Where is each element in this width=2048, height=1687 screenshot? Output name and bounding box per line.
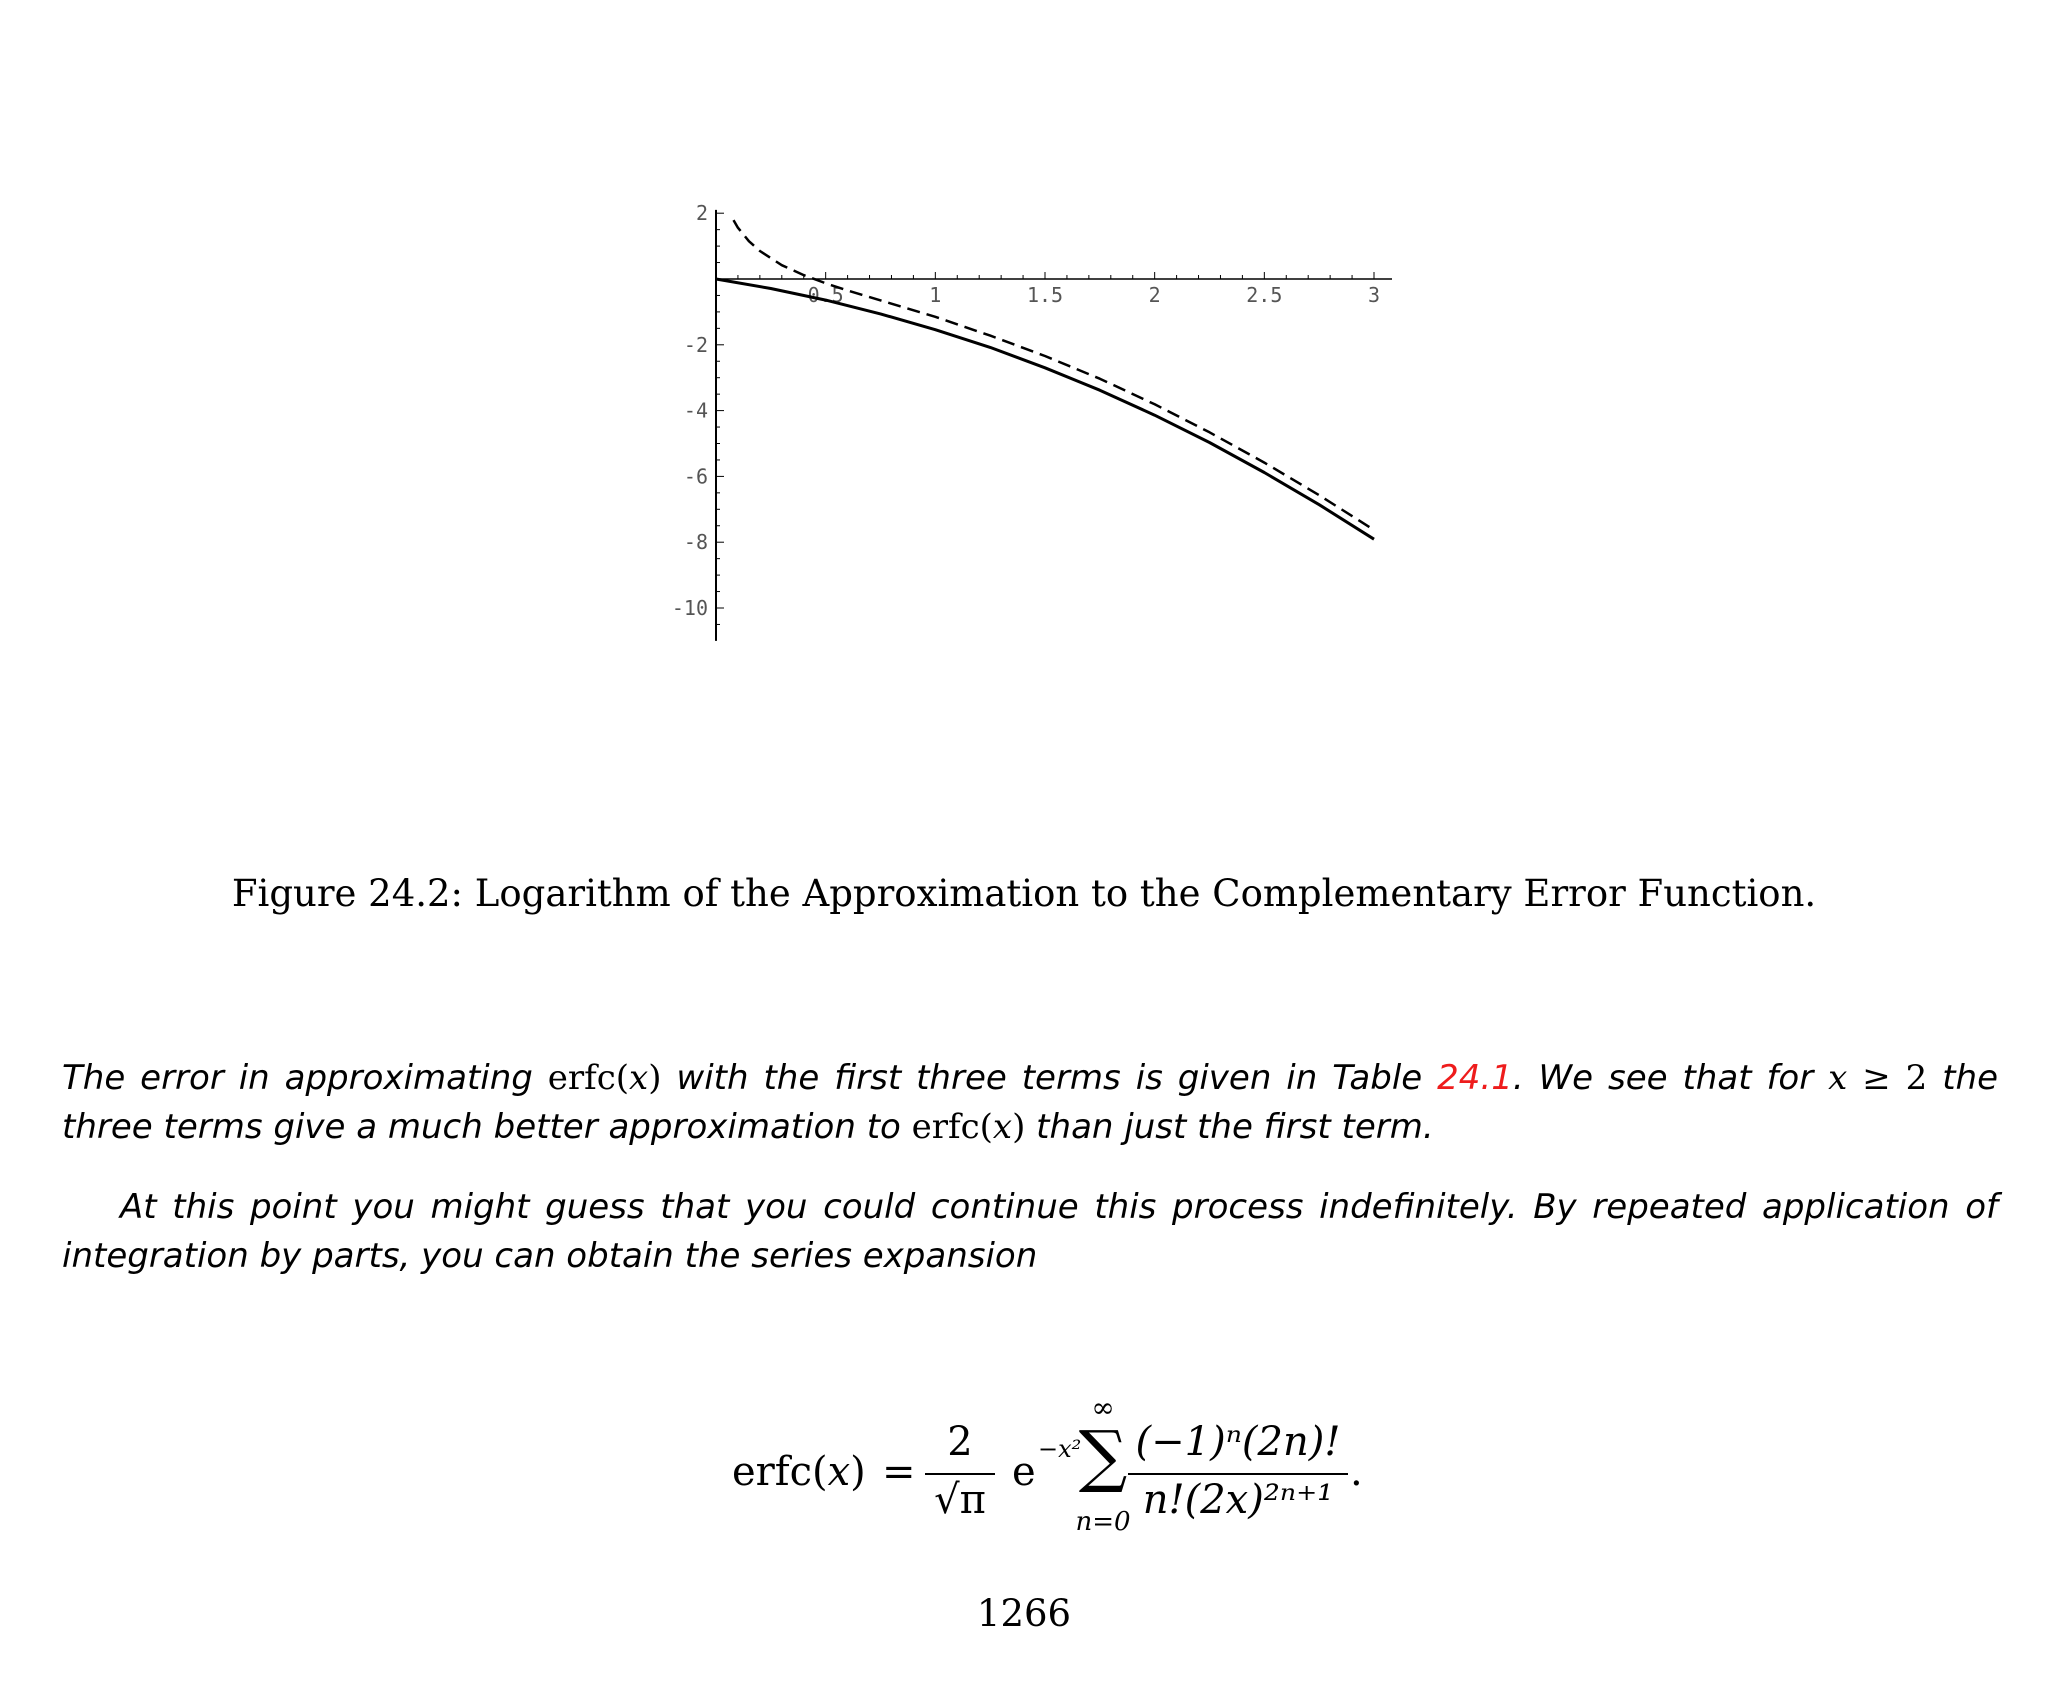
y-tick-label: -10 (671, 596, 708, 620)
summation-sign: ∑ (1078, 1417, 1128, 1496)
fraction-denominator: √π (934, 1477, 986, 1523)
series-expansion-equation (720, 1391, 1400, 1555)
dashed-series-line (734, 220, 1375, 530)
table-reference-link[interactable]: 24.1 (1437, 1058, 1513, 1098)
sum-term-denominator: n!(2x)²ⁿ⁺¹ (1142, 1477, 1334, 1523)
paragraph-series-expansion: At this point you might guess that you could continue this process indefinitely. By repeated application of integration by parts, you can obtain the series expansion (62, 1187, 1998, 1276)
y-tick-label: 2 (695, 201, 708, 226)
x-tick-label: 0.5 (807, 283, 844, 307)
exponential-superscript: −x² (1038, 1435, 1082, 1463)
x-tick-label: 3 (1367, 283, 1381, 307)
chart-series (716, 220, 1374, 539)
x-tick-label: 1 (929, 283, 942, 307)
fraction-bar (925, 1473, 995, 1475)
sum-term-fraction-bar (1128, 1473, 1348, 1475)
equation-lhs: erfc(x) (732, 1449, 866, 1495)
solid-series-line (716, 279, 1374, 539)
equation-period: . (1350, 1449, 1363, 1495)
sum-lower-limit: n=0 (1075, 1507, 1131, 1537)
y-tick-label: -2 (683, 332, 708, 357)
fraction-numerator: 2 (947, 1419, 973, 1465)
y-tick-label: -8 (683, 530, 708, 555)
figure-caption: Figure 24.2: Logarithm of the Approximation to the Complementary Error Function. (231, 872, 1817, 915)
log-erfc-approximation-chart (0, 0, 2048, 720)
page-number: 1266 (976, 1592, 1072, 1635)
paragraph-error-approximation: The error in approximating erfc(x) with the first three terms is given in Table 24.1. We see that for x ≥ 2 the three terms give a much better approximation to erfc(x) than just the first term. (62, 1058, 1998, 1147)
y-tick-label: -4 (683, 398, 708, 423)
y-tick-label: -6 (683, 464, 708, 489)
chart-axes (716, 210, 1392, 641)
sum-upper-limit: ∞ (1091, 1391, 1115, 1424)
exponential-base: e (1012, 1449, 1036, 1495)
x-tick-label: 1.5 (1026, 283, 1064, 307)
sum-term-numerator: (−1)ⁿ(2n)! (1135, 1419, 1341, 1465)
x-tick-label: 2 (1148, 283, 1161, 307)
equation-equals: = (882, 1449, 916, 1495)
x-tick-label: 2.5 (1246, 283, 1283, 307)
chart-ticks (672, 201, 1380, 624)
